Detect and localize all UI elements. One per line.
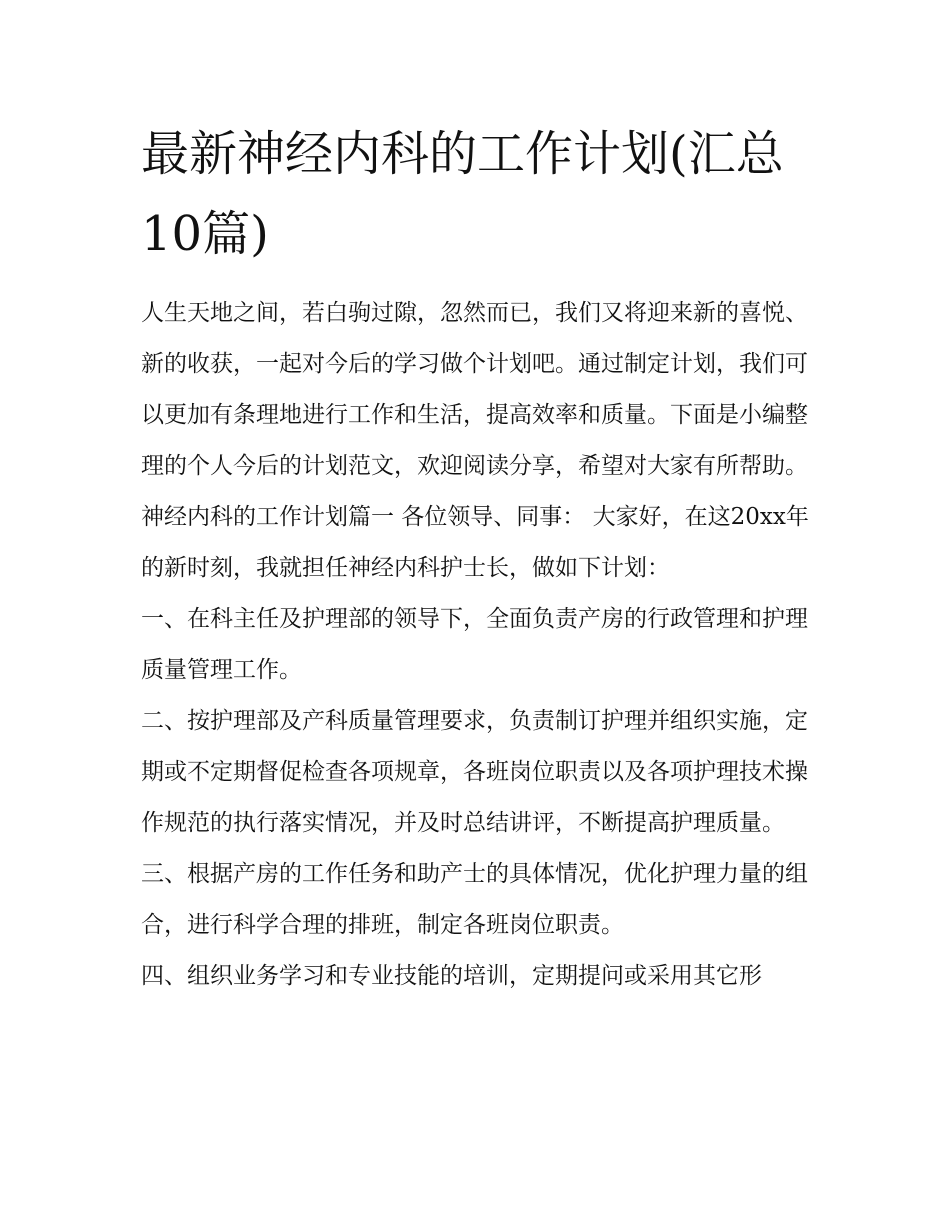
item-one-paragraph: 一、在科主任及护理部的领导下，全面负责产房的行政管理和护理质量管理工作。 (141, 606, 808, 683)
document-page (141, 114, 813, 1002)
item-two-paragraph: 二、按护理部及产科质量管理要求，负责制订护理并组织实施，定期或不定期督促检查各项规章，各班岗位职责以及各项护理技术操作规范的执行落实情况，并及时总结讲评，不断提高护理质量。 (141, 708, 808, 836)
intro-paragraph: 人生天地之间，若白驹过隙，忽然而已，我们又将迎来新的喜悦、新的收获，一起对今后的学习做个计划吧。通过制定计划，我们可以更加有条理地进行工作和生活，提高效率和质量。下面是小编整理的个人今后的计划范文，欢迎阅读分享，希望对大家有所帮助。 (141, 300, 808, 479)
section-one-intro-paragraph: 神经内科的工作计划篇一 各位领导、同事： 大家好，在这20xx年的新时刻，我就担任神经内科护士长，做如下计划： (141, 504, 809, 581)
document-title: 最新神经内科的工作计划(汇总10篇) (141, 126, 784, 262)
item-three-paragraph: 三、根据产房的工作任务和助产士的具体情况，优化护理力量的组合，进行科学合理的排班，制定各班岗位职责。 (141, 861, 808, 938)
item-four-paragraph: 四、组织业务学习和专业技能的培训，定期提问或采用其它形 (141, 963, 762, 989)
